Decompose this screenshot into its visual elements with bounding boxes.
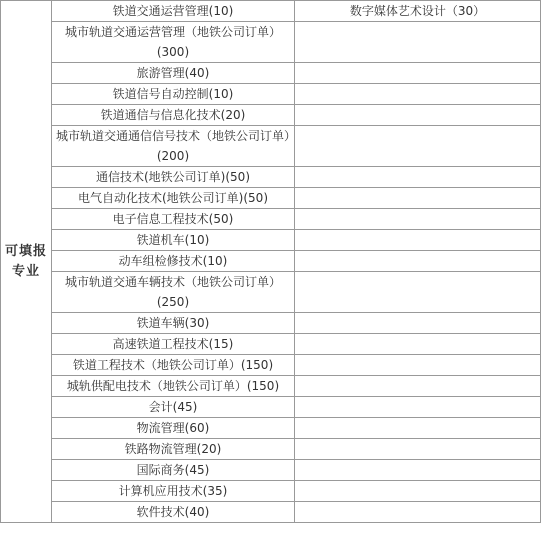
table-row xyxy=(1,481,541,502)
empty-cell xyxy=(295,126,541,167)
major-cell: 国际商务(45) xyxy=(52,460,295,481)
empty-cell xyxy=(295,251,541,272)
table-row xyxy=(1,84,541,105)
empty-cell xyxy=(295,22,541,63)
empty-cell xyxy=(295,188,541,209)
empty-cell xyxy=(295,63,541,84)
empty-cell xyxy=(295,230,541,251)
major-cell: 软件技术(40) xyxy=(52,502,295,523)
major-cell: 铁路物流管理(20) xyxy=(52,439,295,460)
table-row xyxy=(1,1,541,22)
empty-cell xyxy=(295,313,541,334)
table-row xyxy=(1,63,541,84)
major-cell: 铁道车辆(30) xyxy=(52,313,295,334)
table-row xyxy=(1,376,541,397)
major-cell: 通信技术(地铁公司订单)(50) xyxy=(52,167,295,188)
table-row xyxy=(1,460,541,481)
major-cell: 城轨供配电技术（地铁公司订单）(150) xyxy=(52,376,295,397)
table-row xyxy=(1,167,541,188)
table-row xyxy=(1,334,541,355)
empty-cell xyxy=(295,167,541,188)
majors-table-body xyxy=(1,1,541,523)
major-cell: 铁道信号自动控制(10) xyxy=(52,84,295,105)
table-row xyxy=(1,313,541,334)
empty-cell xyxy=(295,334,541,355)
empty-cell xyxy=(295,418,541,439)
table-row xyxy=(1,126,541,167)
major-cell: 动车组检修技术(10) xyxy=(52,251,295,272)
empty-cell xyxy=(295,105,541,126)
table-row xyxy=(1,439,541,460)
empty-cell xyxy=(295,397,541,418)
major-cell: 城市轨道交通车辆技术（地铁公司订单）(250) xyxy=(52,272,295,313)
table-row xyxy=(1,502,541,523)
empty-cell xyxy=(295,355,541,376)
empty-cell xyxy=(295,460,541,481)
table-row xyxy=(1,397,541,418)
major-cell: 旅游管理(40) xyxy=(52,63,295,84)
table-row xyxy=(1,22,541,63)
empty-cell xyxy=(295,84,541,105)
table-row xyxy=(1,209,541,230)
major-cell: 电气自动化技术(地铁公司订单)(50) xyxy=(52,188,295,209)
table-row xyxy=(1,105,541,126)
right-major-cell: 数字媒体艺术设计（30） xyxy=(295,1,541,22)
empty-cell xyxy=(295,439,541,460)
major-cell: 城市轨道交通运营管理（地铁公司订单）(300) xyxy=(52,22,295,63)
table-row xyxy=(1,230,541,251)
major-cell: 高速铁道工程技术(15) xyxy=(52,334,295,355)
empty-cell xyxy=(295,376,541,397)
table-row xyxy=(1,188,541,209)
major-cell: 铁道交通运营管理(10) xyxy=(52,1,295,22)
table-row xyxy=(1,355,541,376)
major-cell: 铁道工程技术（地铁公司订单）(150) xyxy=(52,355,295,376)
empty-cell xyxy=(295,502,541,523)
major-cell: 电子信息工程技术(50) xyxy=(52,209,295,230)
empty-cell xyxy=(295,481,541,502)
major-cell: 计算机应用技术(35) xyxy=(52,481,295,502)
major-cell: 城市轨道交通通信信号技术（地铁公司订单）(200) xyxy=(52,126,295,167)
table-row xyxy=(1,272,541,313)
major-cell: 物流管理(60) xyxy=(52,418,295,439)
table-row xyxy=(1,251,541,272)
empty-cell xyxy=(295,272,541,313)
empty-cell xyxy=(295,209,541,230)
table-row xyxy=(1,418,541,439)
major-cell: 会计(45) xyxy=(52,397,295,418)
major-cell: 铁道机车(10) xyxy=(52,230,295,251)
side-label-cell: 可填报专业 xyxy=(1,1,52,523)
major-cell: 铁道通信与信息化技术(20) xyxy=(52,105,295,126)
